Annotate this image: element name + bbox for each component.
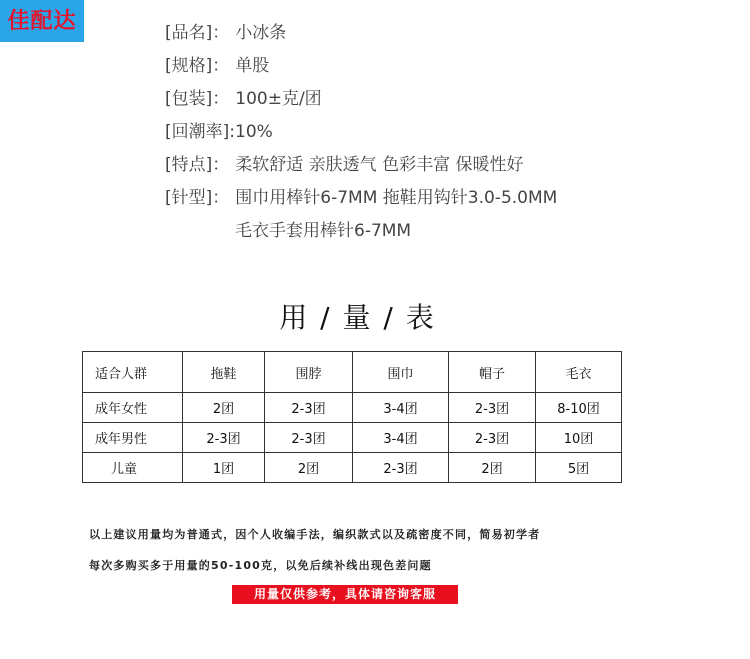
table-cell: 1团 bbox=[183, 453, 265, 483]
table-cell: 2-3团 bbox=[265, 423, 353, 453]
spec-row-needle bbox=[165, 183, 557, 216]
table-cell: 8-10团 bbox=[536, 393, 622, 423]
spec-value: 100±克/团 bbox=[235, 89, 322, 109]
table-cell: 10团 bbox=[536, 423, 622, 453]
table-cell: 2-3团 bbox=[265, 393, 353, 423]
usage-note-line-1: 以上建议用量均为普通式，因个人收编手法，编织款式以及疏密度不同，简易初学者 bbox=[89, 528, 541, 541]
header-cell: 围巾 bbox=[353, 352, 449, 393]
brand-badge: 佳配达 bbox=[0, 0, 84, 42]
reference-banner: 用量仅供参考，具体请咨询客服 bbox=[232, 585, 458, 604]
table-cell: 2-3团 bbox=[449, 423, 536, 453]
table-cell: 2-3团 bbox=[183, 423, 265, 453]
header-cell: 适合人群 bbox=[83, 352, 183, 393]
spec-label: [品名]： bbox=[165, 23, 230, 43]
spec-row-package bbox=[165, 84, 557, 117]
table-cell: 儿童 bbox=[83, 453, 183, 483]
table-cell: 2团 bbox=[265, 453, 353, 483]
spec-label: [回潮率]: bbox=[165, 122, 235, 142]
spec-row-needle-cont bbox=[165, 216, 557, 249]
usage-table-title: 用 / 量 / 表 bbox=[279, 301, 436, 334]
spec-label: [特点]： bbox=[165, 155, 230, 175]
spec-value: 毛衣手套用棒针6-7MM bbox=[235, 221, 412, 241]
spec-row-features bbox=[165, 150, 557, 183]
spec-value: 小冰条 bbox=[235, 23, 287, 43]
table-cell: 3-4团 bbox=[353, 393, 449, 423]
spec-row-name bbox=[165, 18, 557, 51]
usage-table bbox=[82, 351, 622, 483]
table-header-row bbox=[83, 352, 622, 393]
spec-list bbox=[165, 18, 557, 249]
table-row bbox=[83, 393, 622, 423]
spec-label: [包装]： bbox=[165, 89, 230, 109]
usage-note-line-2: 每次多购买多于用量的50-100克，以免后续补线出现色差问题 bbox=[89, 559, 432, 572]
spec-label: [针型]： bbox=[165, 188, 230, 208]
header-cell: 围脖 bbox=[265, 352, 353, 393]
header-cell: 拖鞋 bbox=[183, 352, 265, 393]
header-cell: 毛衣 bbox=[536, 352, 622, 393]
spec-label: [规格]： bbox=[165, 56, 230, 76]
table-cell: 2-3团 bbox=[353, 453, 449, 483]
spec-row-moisture bbox=[165, 117, 557, 150]
spec-value: 10% bbox=[235, 122, 273, 142]
spec-value: 柔软舒适 亲肤透气 色彩丰富 保暖性好 bbox=[235, 155, 524, 175]
table-row bbox=[83, 423, 622, 453]
table-cell: 3-4团 bbox=[353, 423, 449, 453]
spec-row-type bbox=[165, 51, 557, 84]
header-cell: 帽子 bbox=[449, 352, 536, 393]
spec-value: 围巾用棒针6-7MM 拖鞋用钩针3.0-5.0MM bbox=[235, 188, 558, 208]
table-row bbox=[83, 453, 622, 483]
table-cell: 2-3团 bbox=[449, 393, 536, 423]
table-cell: 成年男性 bbox=[83, 423, 183, 453]
table-cell: 2团 bbox=[183, 393, 265, 423]
table-cell: 成年女性 bbox=[83, 393, 183, 423]
table-cell: 5团 bbox=[536, 453, 622, 483]
table-cell: 2团 bbox=[449, 453, 536, 483]
spec-value: 单股 bbox=[235, 56, 270, 76]
